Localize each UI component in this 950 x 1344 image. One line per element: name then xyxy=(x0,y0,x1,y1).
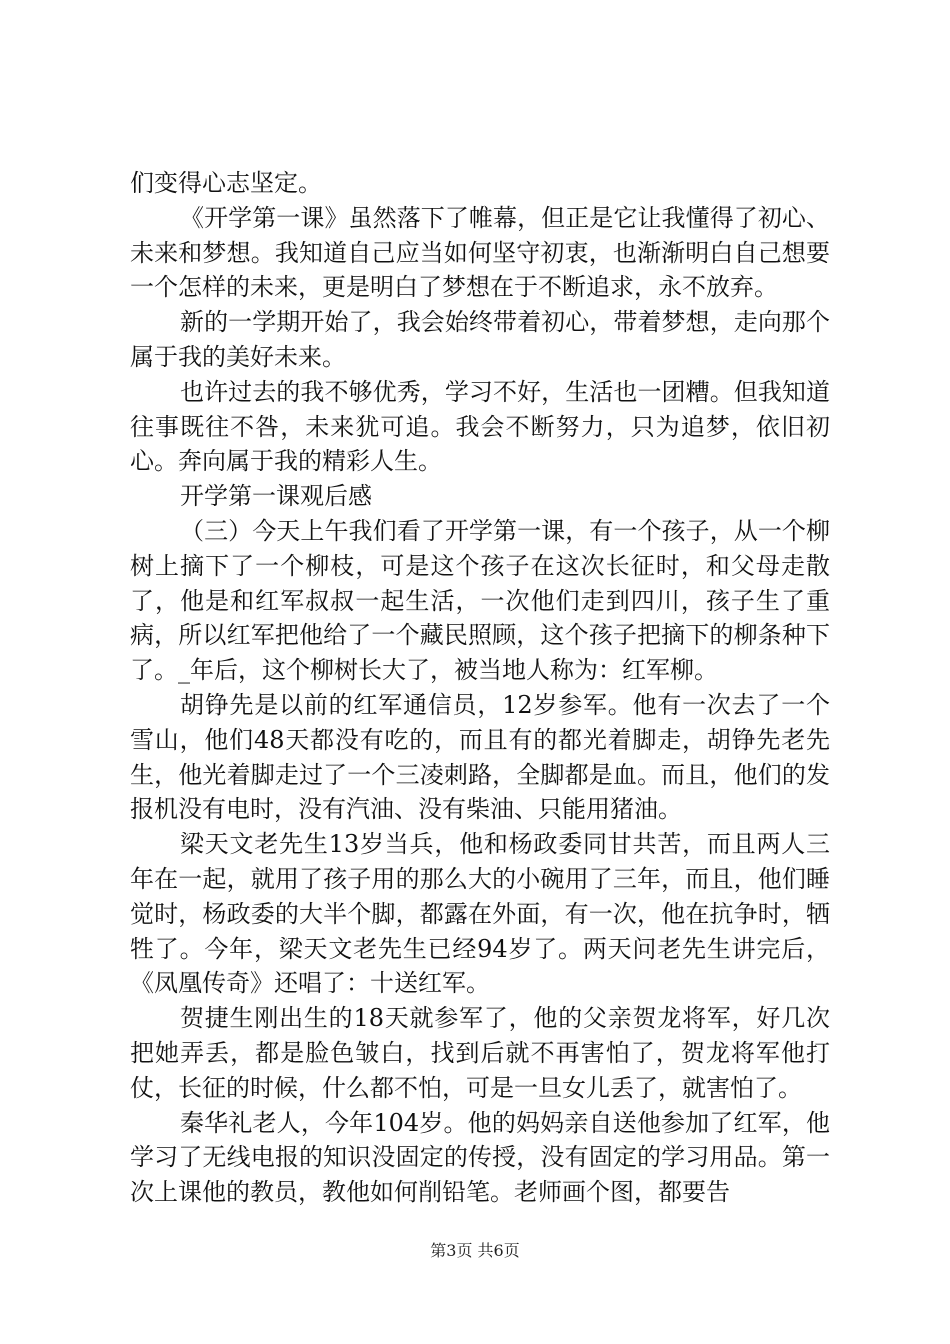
page-number-footer: 第3页 共6页 xyxy=(430,1241,520,1260)
paragraph: 贺捷生刚出生的18天就参军了，他的父亲贺龙将军，好几次把她弄丢，都是脸色皱白，找到后就不再害怕了，贺龙将军他打仗，长征的时候，什么都不怕，可是一旦女儿丢了，就害怕了。 xyxy=(130,1004,830,1102)
paragraph: 也许过去的我不够优秀，学习不好，生活也一团糟。但我知道往事既往不咎，未来犹可追。我会不断努力，只为追梦，依旧初心。奔向属于我的精彩人生。 xyxy=(130,377,830,476)
paragraph-continuation: 们变得心志坚定。 xyxy=(130,169,322,197)
paragraph: 梁天文老先生13岁当兵，他和杨政委同甘共苦，而且两人三年在一起，就用了孩子用的那么大的小碗用了三年，而且，他们睡觉时，杨政委的大半个脚，都露在外面，有一次，他在抗争时，牺牲了。今年，梁天文老先生已经94岁了。两天问老先生讲完后，《凤凰传奇》还唱了：十送红军。 xyxy=(130,830,830,998)
paragraph: 胡铮先是以前的红军通信员，12岁参军。他有一次去了一个雪山，他们48天都没有吃的，而且有的都光着脚走，胡铮先老先生，他光着脚走过了一个三凌刺路，全脚都是血。而且，他们的发报机没有电时，没有汽油、没有柴油、只能用猪油。 xyxy=(130,690,830,824)
paragraph: 《开学第一课》虽然落下了帷幕，但正是它让我懂得了初心、未来和梦想。我知道自己应当如何坚守初衷，也渐渐明白自己想要一个怎样的未来，更是明白了梦想在于不断追求，永不放弃。 xyxy=(130,203,830,302)
section-heading: 开学第一课观后感 xyxy=(180,482,372,511)
paragraph: （三）今天上午我们看了开学第一课，有一个孩子，从一个柳树上摘下了一个柳枝，可是这个孩子在这次长征时，和父母走散了，他是和红军叔叔一起生活，一次他们走到四川，孩子生了重病，所以红军把他给了一个藏民照顾，这个孩子把摘下的柳条种下了。_年后，这个柳树长大了，被当地人称为：红军柳。 xyxy=(130,516,830,685)
paragraph: 秦华礼老人，今年104岁。他的妈妈亲自送他参加了红军，他学习了无线电报的知识没固定的传授，没有固定的学习用品。第一次上课他的教员，教他如何削铅笔。老师画个图，都要告 xyxy=(130,1108,830,1207)
paragraph: 新的一学期开始了，我会始终带着初心，带着梦想，走向那个属于我的美好未来。 xyxy=(130,308,830,371)
document-body xyxy=(130,166,830,1210)
